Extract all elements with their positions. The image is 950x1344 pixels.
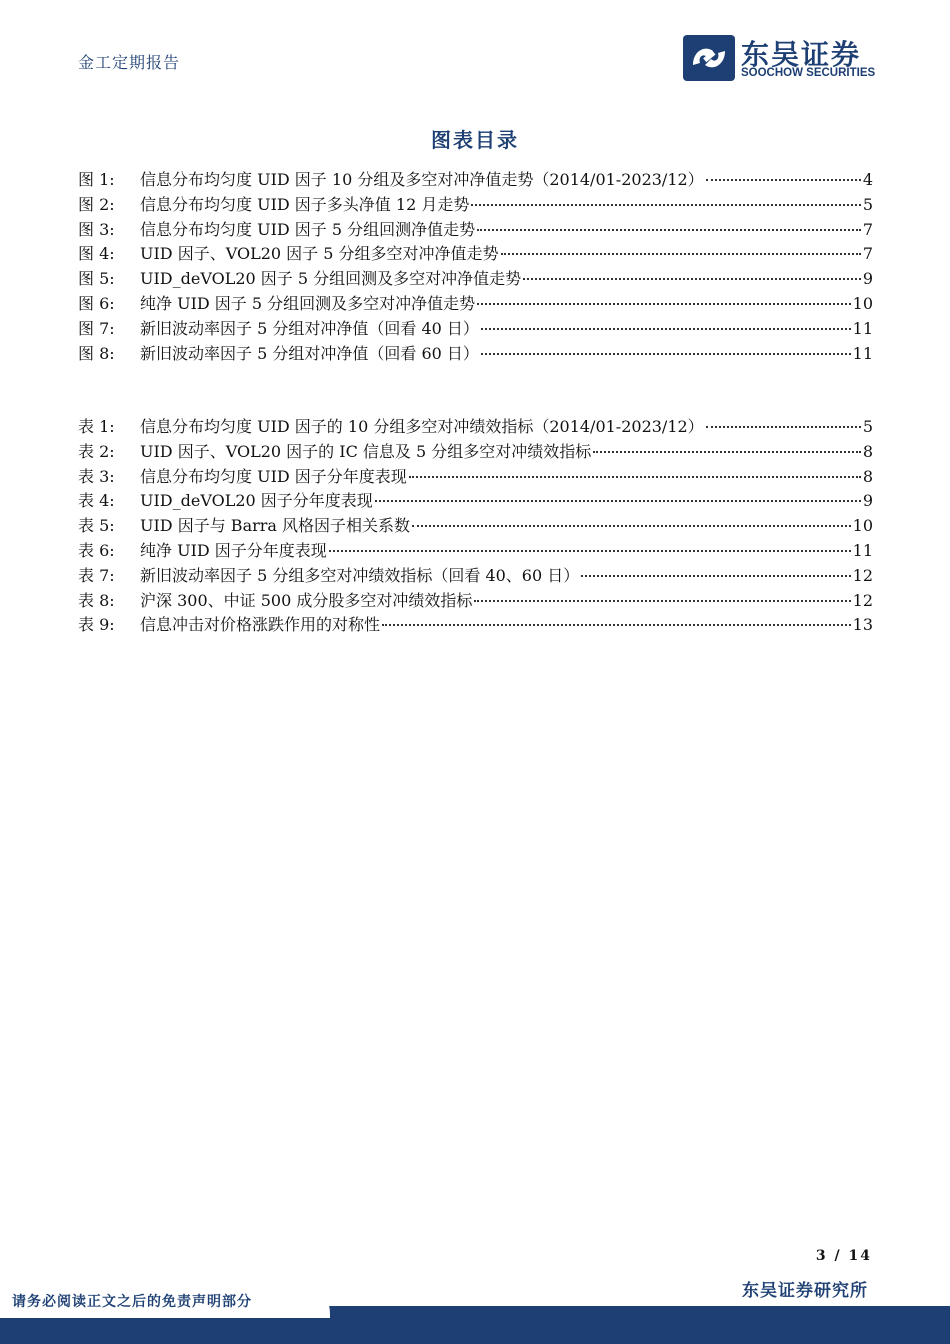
logo-chinese-name: 东吴证券 (741, 38, 862, 71)
brand-logo (683, 35, 883, 83)
toc-page-number: 10 (852, 293, 873, 313)
toc-text: 纯净 UID 因子分年度表现 (140, 540, 327, 560)
toc-label: 表 1: (78, 417, 115, 436)
toc-label: 图 5: (78, 269, 115, 289)
toc-label: 图 7: (78, 318, 115, 338)
toc-text: UID_deVOL20 因子 5 分组回测及多空对冲净值走势 (140, 269, 522, 289)
toc-page-number: 9 (862, 491, 873, 511)
soochow-logo-icon (683, 35, 735, 81)
toc-text: 信息分布均匀度 UID 因子多头净值 12 月走势 (140, 194, 470, 214)
toc-page-number: 11 (852, 343, 873, 363)
toc-page-number: 4 (862, 170, 873, 189)
toc-text: 信息分布均匀度 UID 因子分年度表现 (140, 466, 407, 486)
toc-text: 信息分布均匀度 UID 因子 5 分组回测净值走势 (140, 219, 476, 239)
toc-row-table-6[interactable] (78, 538, 873, 563)
toc-row-figure-7[interactable] (78, 316, 873, 341)
toc-row-table-7[interactable] (78, 563, 873, 588)
toc-row-table-4[interactable] (78, 488, 873, 513)
dot-leader (523, 278, 861, 280)
toc-label: 图 3: (78, 219, 115, 239)
toc-page-number: 8 (862, 466, 873, 486)
toc-row-table-5[interactable] (78, 513, 873, 538)
toc-text: 新旧波动率因子 5 分组多空对冲绩效指标（回看 40、60 日） (140, 565, 580, 585)
toc-row-figure-8[interactable] (78, 341, 873, 366)
dot-leader (477, 229, 861, 231)
page-number: 3 / 14 (815, 1248, 872, 1264)
toc-label: 表 4: (78, 491, 115, 511)
toc-text: 沪深 300、中证 500 成分股多空对冲绩效指标 (140, 590, 473, 610)
report-type-label: 金工定期报告 (78, 53, 181, 72)
toc-row-table-9[interactable] (78, 612, 873, 637)
toc-text: UID 因子与 Barra 风格因子相关系数 (140, 516, 411, 536)
toc-label: 表 7: (78, 565, 115, 585)
dot-leader (481, 353, 851, 355)
toc-label: 图 8: (78, 343, 115, 363)
toc-page-number: 10 (852, 516, 873, 536)
toc-page-number: 7 (862, 244, 873, 264)
dot-leader (375, 500, 861, 502)
dot-leader (329, 550, 851, 552)
toc-text: UID_deVOL20 因子分年度表现 (140, 491, 373, 511)
toc-label: 表 6: (78, 540, 115, 560)
disclaimer-note: 请务必阅读正文之后的免责声明部分 (12, 1294, 252, 1310)
toc-text: UID 因子、VOL20 因子的 IC 信息及 5 分组多空对冲绩效指标 (140, 441, 592, 461)
figures-list (78, 167, 873, 365)
toc-text: 纯净 UID 因子 5 分组回测及多空对冲净值走势 (140, 293, 476, 313)
toc-row-figure-5[interactable] (78, 266, 873, 291)
footer-org-name: 东吴证券研究所 (742, 1281, 868, 1301)
toc-page-number: 11 (852, 318, 873, 338)
toc-text: UID 因子、VOL20 因子 5 分组多空对冲净值走势 (140, 244, 499, 264)
toc-text: 新旧波动率因子 5 分组对冲净值（回看 60 日） (140, 343, 479, 363)
toc-page-number: 12 (852, 590, 873, 610)
dot-leader (409, 476, 861, 478)
toc-row-figure-4[interactable] (78, 241, 873, 266)
toc-page-number: 12 (852, 565, 873, 585)
toc-row-figure-1[interactable] (78, 167, 873, 192)
dot-leader (481, 328, 851, 330)
dot-leader (593, 451, 861, 453)
toc-row-table-1[interactable] (78, 414, 873, 439)
toc-label: 表 2: (78, 441, 115, 461)
toc-row-table-8[interactable] (78, 588, 873, 613)
dot-leader (382, 624, 851, 626)
dot-leader (477, 303, 850, 305)
toc-text: 新旧波动率因子 5 分组对冲净值（回看 40 日） (140, 318, 479, 338)
toc-label: 表 3: (78, 466, 115, 486)
toc-page-number: 7 (862, 219, 873, 239)
toc-page-number: 13 (852, 615, 873, 635)
dot-leader (706, 179, 861, 181)
toc-label: 图 1: (78, 170, 115, 189)
logo-english-name: SOOCHOW SECURITIES (741, 67, 876, 79)
dot-leader (581, 575, 850, 577)
toc-row-figure-6[interactable] (78, 291, 873, 316)
dot-leader (412, 525, 851, 527)
dot-leader (706, 426, 861, 428)
toc-title: 图表目录 (431, 128, 519, 152)
toc-row-figure-2[interactable] (78, 192, 873, 217)
toc-row-table-3[interactable] (78, 464, 873, 489)
toc-label: 表 8: (78, 590, 115, 610)
toc-page-number: 5 (862, 417, 873, 436)
tables-list (78, 414, 873, 637)
toc-label: 图 4: (78, 244, 115, 264)
toc-label: 表 5: (78, 516, 115, 536)
toc-page-number: 9 (862, 269, 873, 289)
toc-page-number: 8 (862, 441, 873, 461)
toc-label: 图 2: (78, 194, 115, 214)
toc-row-table-2[interactable] (78, 439, 873, 464)
toc-page-number: 5 (862, 194, 873, 214)
dot-leader (474, 600, 850, 602)
toc-label: 表 9: (78, 615, 115, 635)
dot-leader (501, 253, 861, 255)
toc-row-figure-3[interactable] (78, 217, 873, 242)
dot-leader (471, 204, 860, 206)
toc-text: 信息分布均匀度 UID 因子 10 分组及多空对冲净值走势（2014/01-2023/12） (140, 170, 704, 189)
toc-page-number: 11 (852, 540, 873, 560)
toc-text: 信息冲击对价格涨跌作用的对称性 (140, 615, 381, 635)
toc-text: 信息分布均匀度 UID 因子的 10 分组多空对冲绩效指标（2014/01-2023/12） (140, 417, 704, 436)
toc-label: 图 6: (78, 293, 115, 313)
